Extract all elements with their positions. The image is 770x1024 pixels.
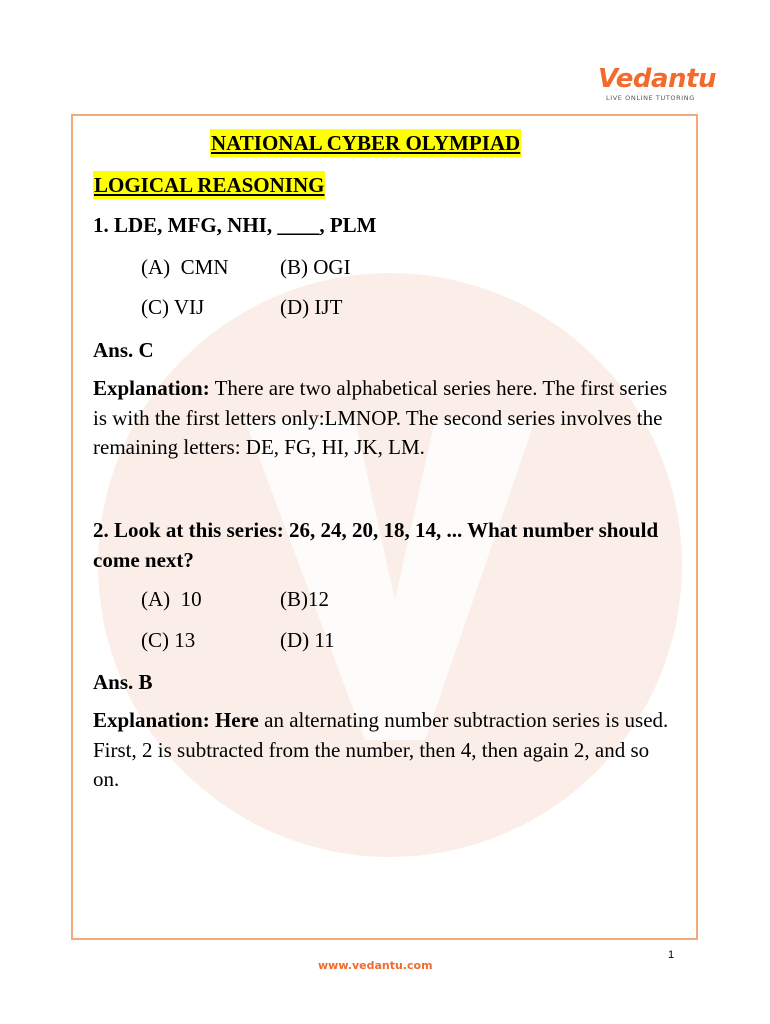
page-number: 1 [668, 949, 675, 961]
question-1-option-a: (A) CMN [141, 255, 229, 279]
explanation-label: Explanation: [93, 376, 210, 400]
question-1-explanation [93, 374, 678, 463]
question-1-text: 1. LDE, MFG, NHI, ____, PLM [93, 213, 377, 237]
page-title: NATIONAL CYBER OLYMPIAD [211, 131, 521, 155]
question-1-answer: Ans. C [93, 338, 154, 362]
question-2-explanation [93, 706, 678, 795]
section-heading: LOGICAL REASONING [94, 173, 325, 197]
question-2-option-d: (D) 11 [280, 628, 335, 652]
explanation-label: Explanation: Here [93, 708, 259, 732]
question-2-option-a: (A) 10 [141, 587, 202, 611]
explanation-body: There are two alphabetical series here. The first series is with the first letters only:LMNOP. The second series involves the remaining letters: DE, FG, HI, JK, LM. [93, 376, 668, 459]
question-2-text: 2. Look at this series: 26, 24, 20, 18, 14, ... What number should come next? [93, 518, 659, 572]
question-2-option-b: (B)12 [280, 587, 329, 611]
question-2-option-c: (C) 13 [141, 628, 196, 652]
footer-url[interactable]: www.vedantu.com [318, 959, 433, 972]
question-1-option-c: (C) VIJ [141, 295, 205, 319]
explanation-body: an alternating number subtraction series is used. First, 2 is subtracted from the number, then 4, then again 2, and so on. [93, 708, 669, 791]
logo-tagline: LIVE ONLINE TUTORING [606, 94, 695, 102]
logo-wordmark: Vedantu [598, 64, 716, 94]
question-2-answer: Ans. B [93, 670, 153, 694]
vedantu-logo [598, 64, 716, 104]
question-1-option-d: (D) IJT [280, 295, 343, 319]
question-1-option-b: (B) OGI [280, 255, 351, 279]
